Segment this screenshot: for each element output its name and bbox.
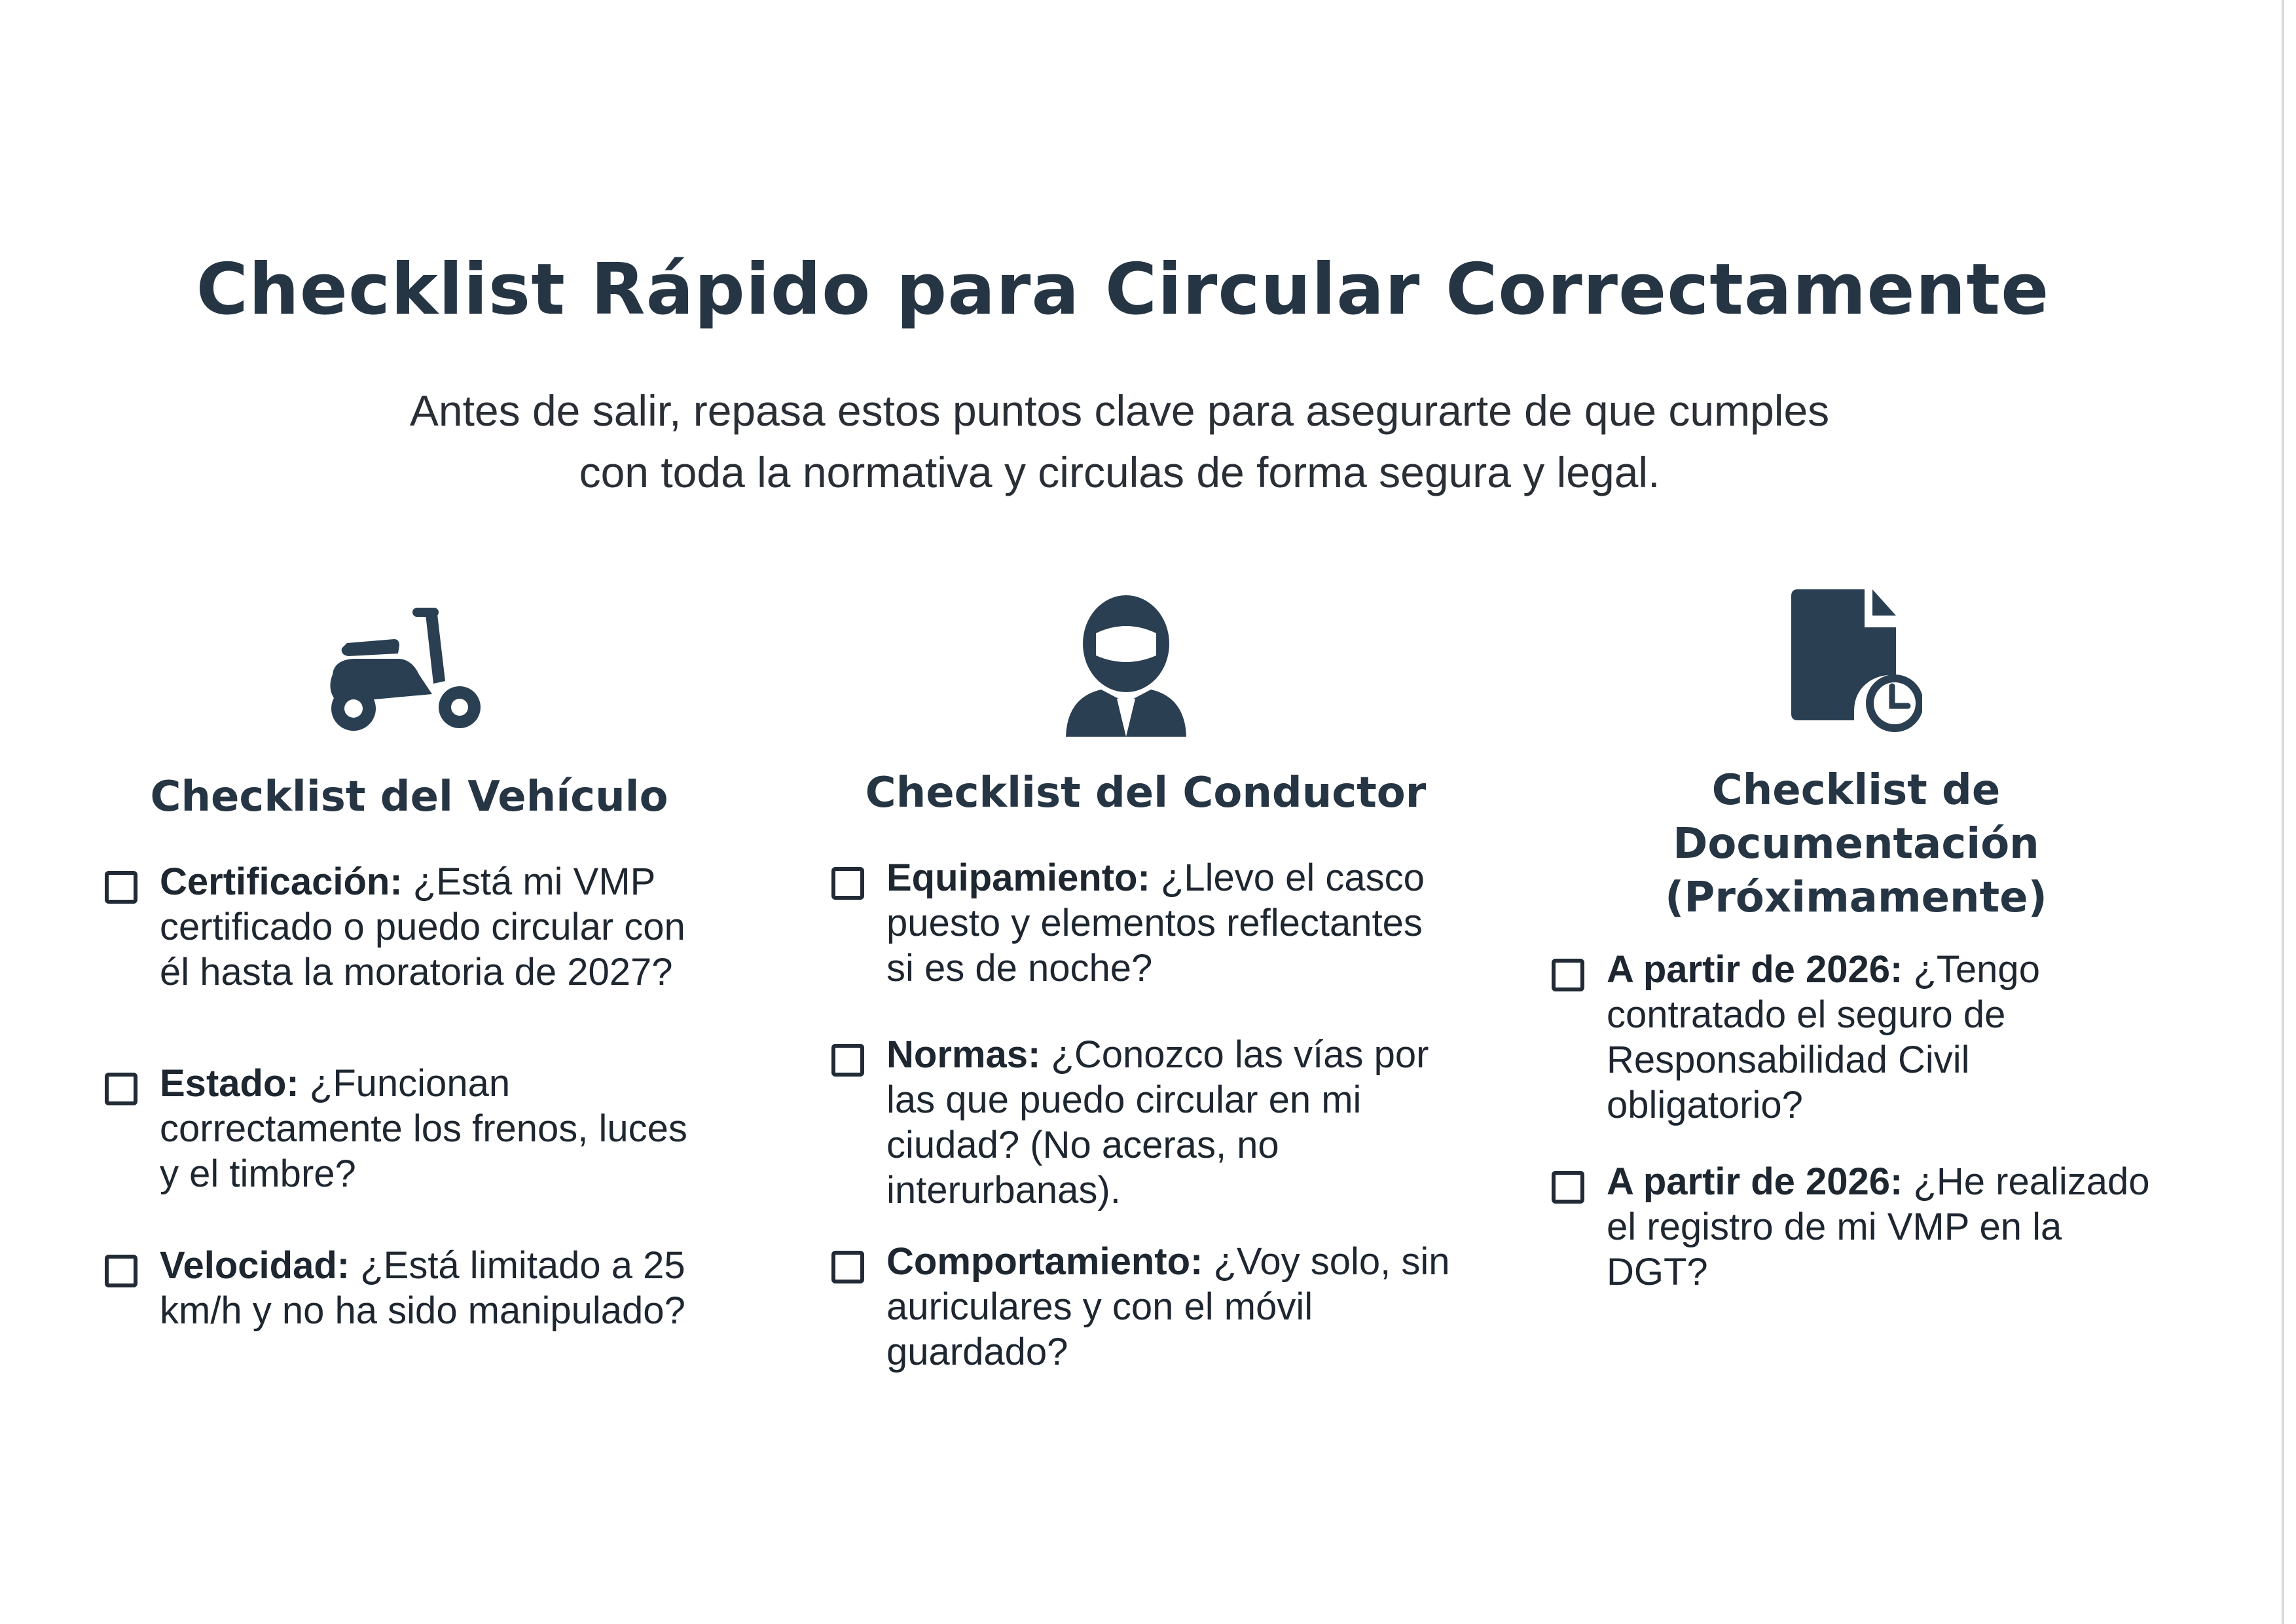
item-question: ¿Está mi VMP certificado o puedo circular con él hasta la moratoria de 2027? [160, 860, 685, 993]
rules-checkbox[interactable] [831, 1044, 864, 1077]
driver-checklist-heading: Checklist del Conductor [865, 769, 1427, 817]
item-text [160, 859, 714, 995]
item-label: Comportamiento: [886, 1240, 1203, 1283]
speed-checkbox[interactable] [105, 1255, 137, 1287]
list-item [831, 855, 1460, 991]
list-item [105, 1061, 714, 1196]
page-subtitle [314, 380, 1925, 503]
item-question: ¿Voy solo, sin auriculares y con el móvil guardado? [886, 1240, 1450, 1373]
registration-checkbox[interactable] [1552, 1171, 1584, 1204]
item-text [160, 1061, 714, 1196]
item-label: A partir de 2026: [1607, 1160, 1903, 1203]
list-item [1552, 1159, 2160, 1295]
heading-line-2: Documentación [1673, 820, 2039, 868]
item-label: Normas: [886, 1033, 1041, 1076]
documentation-checklist-heading [1552, 764, 2160, 925]
item-text [1607, 1159, 2160, 1295]
item-question: ¿Tengo contratado el seguro de Responsabilidad Civil obligatorio? [1607, 948, 2040, 1126]
item-label: Velocidad: [160, 1244, 350, 1287]
item-text [160, 1243, 714, 1333]
list-item [831, 1032, 1460, 1213]
item-question: ¿Funcionan correctamente los frenos, luces y el timbre? [160, 1062, 687, 1195]
subtitle-line-1: Antes de salir, repasa estos puntos clave para asegurarte de que cumples [409, 386, 1830, 435]
item-text [886, 1239, 1460, 1375]
scooter-icon [321, 602, 491, 737]
item-question: ¿Conozco las vías por las que puedo circular en mi ciudad? (No aceras, no interurbanas). [886, 1033, 1429, 1211]
helmet-rider-icon [1061, 593, 1192, 740]
list-item [105, 1243, 714, 1333]
list-item [1552, 947, 2160, 1128]
item-text [1607, 947, 2160, 1128]
heading-line-1: Checklist de [1711, 766, 2001, 815]
behavior-checkbox[interactable] [831, 1251, 864, 1283]
item-question: ¿He realizado el registro de mi VMP en la DGT? [1607, 1160, 2150, 1293]
list-item [831, 1239, 1460, 1375]
certification-checkbox[interactable] [105, 871, 137, 904]
item-question: ¿Llevo el casco puesto y elementos reflectantes si es de noche? [886, 857, 1425, 989]
item-question: ¿Está limitado a 25 km/h y no ha sido manipulado? [160, 1244, 685, 1332]
item-label: A partir de 2026: [1607, 948, 1903, 991]
item-label: Equipamiento: [886, 857, 1150, 899]
equipment-checkbox[interactable] [831, 867, 864, 900]
item-label: Estado: [160, 1062, 299, 1105]
heading-line-3: (Próximamente) [1665, 874, 2047, 922]
document-clock-icon [1791, 589, 1922, 737]
vehicle-checklist-heading: Checklist del Vehículo [150, 773, 668, 821]
item-text [886, 1032, 1460, 1213]
insurance-checkbox[interactable] [1552, 959, 1584, 991]
subtitle-line-2: con toda la normativa y circulas de forma segura y legal. [579, 448, 1660, 496]
item-text [886, 855, 1460, 991]
condition-checkbox[interactable] [105, 1073, 137, 1105]
list-item [105, 859, 714, 995]
page-title: Checklist Rápido para Circular Correctamente [196, 249, 2050, 331]
item-label: Certificación: [160, 860, 403, 903]
page-edge [2282, 0, 2284, 1624]
